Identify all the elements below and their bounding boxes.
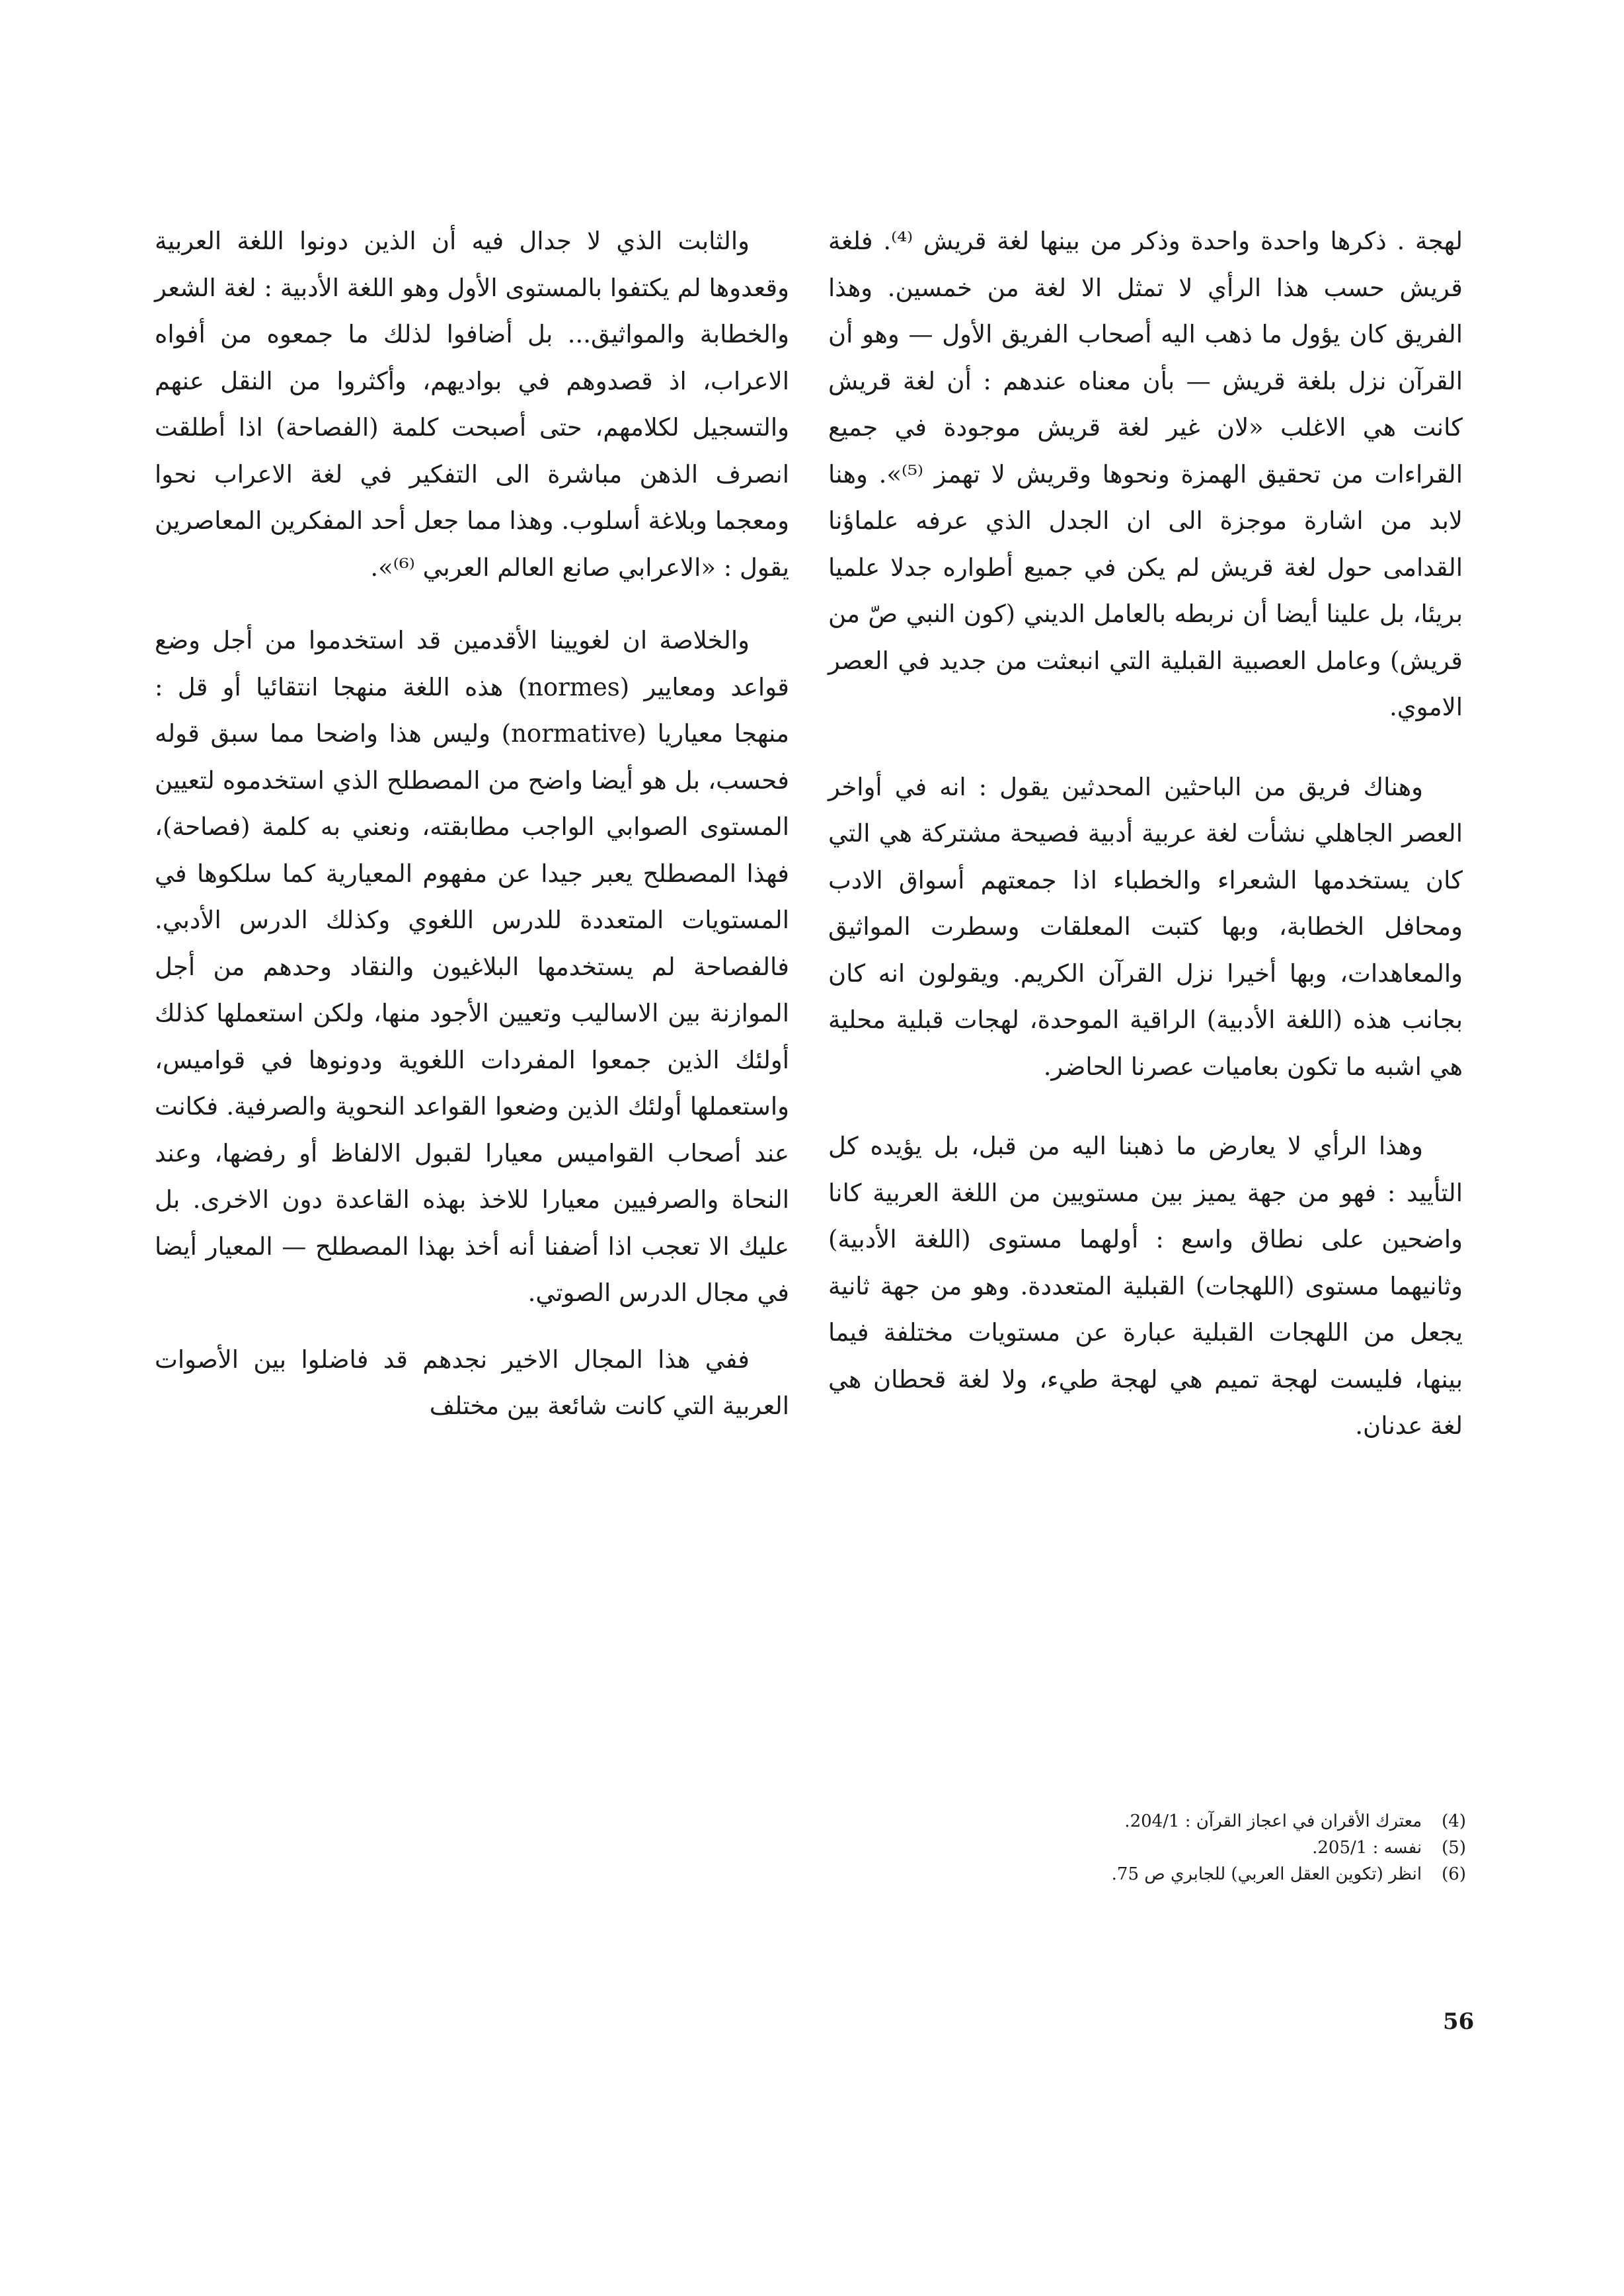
paragraph: وهناك فريق من الباحثين المحدثين يقول : انه في أواخر العصر الجاهلي نشأت لغة عربية أدبية فصيحة مشتركة هي التي كان يستخدمها الشعراء والخطباء اذا جمعتهم أسواق الادب ومحافل الخطابة، وبها كتبت المعلقات وسطرت المواثيق والمعاهدات، وبها أخيرا نزل القرآن الكريم. ويقولون انه كان بجانب هذه (اللغة الأدبية) الراقية الموحدة، لهجات قبلية محلية هي اشبه ما تكون بعاميات عصرنا الحاضر. xyxy=(828,772,1463,1081)
footnote-number: (6) xyxy=(1442,1864,1466,1884)
footnote xyxy=(892,1835,1466,1861)
footnote-number: (5) xyxy=(1442,1838,1466,1858)
footnotes xyxy=(892,1808,1466,1887)
paragraph: والثابت الذي لا جدال فيه أن الذين دونوا اللغة العربية وقعدوها لم يكتفوا بالمستوى الأول وهو اللغة الأدبية : لغة الشعر والخطابة والمواثيق... بل أضافوا لذلك ما جمعوه من أفواه الاعراب، اذ قصدوهم في بواديهم، وأكثروا من النقل عنهم والتسجيل لكلامهم، حتى أصبحت كلمة (الفصاحة) اذا أطلقت انصرف الذهن مباشرة الى التفكير في لغة الاعراب نحوا ومعجما وبلاغة أسلوب. وهذا مما جعل أحد المفكرين المعاصرين يقول : «الاعرابي صانع العالم العربي ⁽⁶⁾». xyxy=(155,227,789,582)
paragraph: والخلاصة ان لغويينا الأقدمين قد استخدموا من أجل وضع قواعد ومعايير (normes) هذه اللغة منهجا انتقائيا أو قل : منهجا معياريا (normative) وليس هذا واضحا مما سبق قوله فحسب، بل هو أيضا واضح من المصطلح الذي استخدموه لتعيين المستوى الصوابي الواجب مطابقته، ونعني به كلمة (فصاحة)، فهذا المصطلح يعبر جيدا عن مفهوم المعيارية كما سلكوها في المستويات المتعددة للدرس اللغوي وكذلك الدرس الأدبي. فالفصاحة لم يستخدمها البلاغيون والنقاد وحدهم من أجل الموازنة بين الاساليب وتعيين الأجود منها، ولكن استعملها كذلك أولئك الذين جمعوا المفردات اللغوية ودونوها في قواميس، واستعملها أولئك الذين وضعوا القواعد النحوية والصرفية. فكانت عند أصحاب القواميس معيارا لقبول الالفاظ أو رفضها، وعند النحاة والصرفيين معيارا للاخذ بهذه القاعدة دون الاخرى. بل عليك الا تعجب اذا أضفنا أنه أخذ بهذا المصطلح — المعيار أيضا في مجال الدرس الصوتي. xyxy=(155,626,789,1307)
footnote xyxy=(892,1861,1466,1887)
paragraph: ففي هذا المجال الاخير نجدهم قد فاضلوا بين الأصوات العربية التي كانت شائعة بين مختلف xyxy=(155,1345,789,1420)
paragraph: لهجة . ذكرها واحدة واحدة وذكر من بينها لغة قريش ⁽⁴⁾. فلغة قريش حسب هذا الرأي لا تمثل الا لغة من خمسين. وهذا الفريق كان يؤول ما ذهب اليه أصحاب الفريق الأول — وهو أن القرآن نزل بلغة قريش — بأن معناه عندهم : أن لغة قريش كانت هي الاغلب «لان غير لغة قريش موجودة في جميع القراءات من تحقيق الهمزة ونحوها وقريش لا تهمز ⁽⁵⁾». وهنا لابد من اشارة موجزة الى ان الجدل الذي عرفه علماؤنا القدامى حول لغة قريش لم يكن في جميع أطواره جدلا علميا بريئا، بل علينا أيضا أن نربطه بالعامل الديني (كون النبي صّ من قريش) وعامل العصبية القبلية التي انبعثت من جديد في العصر الاموي. xyxy=(828,227,1463,721)
paragraph: وهذا الرأي لا يعارض ما ذهبنا اليه من قبل، بل يؤيده كل التأييد : فهو من جهة يميز بين مستويين من اللغة العربية كانا واضحين على نطاق واسع : أولهما مستوى (اللغة الأدبية) وثانيهما مستوى (اللهجات) القبلية المتعددة. وهو من جهة ثانية يجعل من اللهجات القبلية عبارة عن مستويات مختلفة فيما بينها، فليست لهجة تميم هي لهجة طيء، ولا لغة قحطان هي لغة عدنان. xyxy=(828,1132,1463,1440)
footnote-text: انظر (تكوين العقل العربي) للجابري ص 75. xyxy=(1111,1864,1422,1884)
footnote-number: (4) xyxy=(1442,1811,1466,1831)
right-text-column xyxy=(828,218,1463,1450)
footnote-text: نفسه : 205/1. xyxy=(1312,1838,1422,1858)
page-number: 56 xyxy=(1443,2008,1475,2035)
footnote xyxy=(892,1808,1466,1835)
footnote-text: معترك الأقران في اعجاز القرآن : 204/1. xyxy=(1124,1811,1422,1831)
left-text-column xyxy=(155,218,789,1430)
